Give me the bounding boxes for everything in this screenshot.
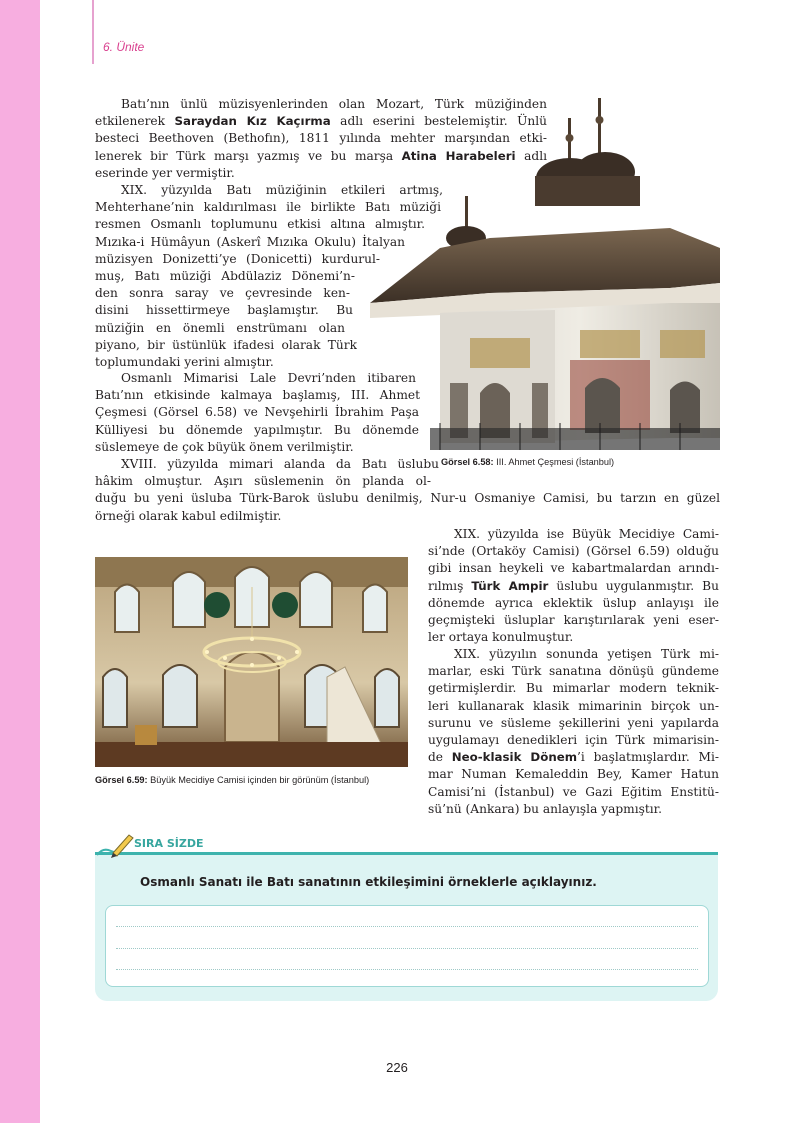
text-line: Külliyesi bu dönemde yapılmıştır. Bu dönemde xyxy=(95,422,419,437)
unit-divider-line xyxy=(92,0,94,64)
text-line: süslemeye de çok büyük önem verilmiştir. xyxy=(95,439,354,454)
text-line: mar Numan Kemaleddin Bey, Kamer Hatun xyxy=(428,767,719,782)
text-line: XIX. yüzyılda ise Büyük Mecidiye Cami- xyxy=(454,527,719,541)
page-number: 226 xyxy=(386,1060,408,1075)
paragraph-bati-muzigi xyxy=(95,182,445,371)
figure-6-59-caption xyxy=(95,775,369,785)
activity-top-line xyxy=(95,852,718,855)
answer-line xyxy=(116,948,698,949)
answer-area[interactable] xyxy=(105,905,709,987)
text-line: Mızıka-i Hümâyun (Askerî Mızıka Okulu) İtalyan xyxy=(95,234,405,249)
text-line: resmen Osmanlı toplumunu etkisi altına almıştır. xyxy=(95,217,425,232)
paragraph-turk-barok xyxy=(95,456,720,525)
answer-line xyxy=(116,926,698,927)
paragraph-neo-klasik xyxy=(428,646,719,818)
figure-6-58-text: III. Ahmet Çeşmesi (İstanbul) xyxy=(493,457,615,467)
figure-6-59-label: Görsel 6.59: xyxy=(95,775,148,785)
text-line: müziğin en önemli enstrümanı olan xyxy=(95,320,345,335)
text-line: ler ortaya konulmuştur. xyxy=(428,630,574,645)
text-line: disini hissettirmeye başlamıştır. Bu xyxy=(95,303,353,318)
text-line: leri kullanarak klasik mimarinin birçok un- xyxy=(428,698,719,713)
text-line: eserinde yer vermiştir. xyxy=(95,165,235,180)
keyword-turk-ampir: Türk Ampir xyxy=(471,578,549,593)
text-line: Çeşmesi (Görsel 6.58) ve Nevşehirli İbrahim Paşa xyxy=(95,405,419,420)
activity-title: SIRA SİZDE xyxy=(134,837,204,850)
text-line: geçmişteki üsluplar karıştırılarak yeni eser- xyxy=(428,612,719,627)
paragraph-turk-ampir xyxy=(428,526,719,646)
keyword-neo-klasik-donem: Neo-klasik Dönem xyxy=(451,750,578,765)
mosque-interior-photo xyxy=(95,557,408,767)
text-line: gibi insan heykeli ve kabartmalardan arındı- xyxy=(428,561,719,576)
text-line: rılmış Türk Ampir üslubu uygulanmıştır. Bu xyxy=(428,578,719,593)
text-line: lenerek bir Türk marşı yazmış ve bu marşa Atina Harabeleri adlı xyxy=(95,148,547,163)
text-line: duğu bu yeni üsluba Türk-Barok üslubu denilmiş, Nur-u Osmaniye Camisi, bu tarzın en güzel xyxy=(95,491,720,506)
text-line: muş, Batı müziği Abdülaziz Dönemi’n- xyxy=(95,268,355,283)
keyword-atina-harabeleri: Atina Harabeleri xyxy=(401,148,516,163)
text-line: XIX. yüzyılın sonunda yetişen Türk mi- xyxy=(454,647,719,661)
unit-label: 6. Ünite xyxy=(103,40,145,54)
text-line: toplumundaki yerini almıştır. xyxy=(95,354,274,369)
text-line: müzisyen Donizetti’ye (Donicetti) kurdurul- xyxy=(95,251,380,266)
figure-6-59-text: Büyük Mecidiye Camisi içinden bir görünüm (İstanbul) xyxy=(147,775,370,785)
text-line: Batı’nın etkisinde kalmaya başlamış, III. Ahmet xyxy=(95,388,420,403)
answer-line xyxy=(116,969,698,970)
text-line: getirmişlerdir. Bu mimarlar modern teknik- xyxy=(428,681,719,696)
text-line: XIX. yüzyılda Batı müziğinin etkileri artmış, xyxy=(121,183,443,197)
text-line: Camisi’ni (İstanbul) ve Gazi Eğitim Enstitü- xyxy=(428,784,719,799)
mosque-interior-illustration xyxy=(95,557,408,767)
text-line: besteci Beethoven (Bethofın), 1811 yılında mehter marşından etki- xyxy=(95,131,547,146)
text-line: örneği olarak kabul edilmiştir. xyxy=(95,508,282,523)
text-line: surunu ve süsleme şekillerini yeni yapılarda xyxy=(428,715,719,730)
keyword-saraydan-kiz-kacirma: Saraydan Kız Kaçırma xyxy=(174,114,331,129)
text-line: Osmanlı Mimarisi Lale Devri’nden itibaren xyxy=(121,371,416,385)
text-line: den sonra saray ve çevresinde ken- xyxy=(95,286,350,301)
text-line: XVIII. yüzyılda mimari alanda da Batı üslubu xyxy=(121,457,439,471)
text-line: piyano, bir üstünlük ifadesi olarak Türk xyxy=(95,337,357,352)
side-color-strip xyxy=(0,0,40,1123)
pencil-icon xyxy=(95,833,135,861)
paragraph-mozart-beethoven xyxy=(95,96,547,182)
text-line: uygulamayı denedikleri için Türk mimarisin- xyxy=(428,732,719,747)
text-line: hâkim olmuştur. Aşırı süslemenin ön planda ol- xyxy=(95,474,431,489)
text-line: etkilenerek Saraydan Kız Kaçırma adlı eserini bestelemiştir. Ünlü xyxy=(95,114,547,129)
text-line: dönemde ayrıca eklektik üslup anlayışı ile xyxy=(428,595,719,610)
activity-question: Osmanlı Sanatı ile Batı sanatının etkileşimini örneklerle açıklayınız. xyxy=(140,875,597,889)
text-line: si’nde (Ortaköy Camisi) (Görsel 6.59) olduğu xyxy=(428,544,719,559)
figure-6-58-label: Görsel 6.58: xyxy=(441,457,494,467)
paragraph-lale-devri xyxy=(95,370,421,456)
text-line: de Neo-klasik Dönem’i başlatmışlardır. Mi- xyxy=(428,750,719,765)
text-line: Mehterhane’nin kaldırılması ile birlikte Batı müziği xyxy=(95,200,441,215)
text-line: sü’nü (Ankara) bu anlayışla yapmıştır. xyxy=(428,801,663,816)
text-line: Batı’nın ünlü müzisyenlerinden olan Mozart, Türk müziğinden xyxy=(121,97,547,111)
text-line: marlar, eski Türk sanatına dönüşü gündeme xyxy=(428,664,719,679)
